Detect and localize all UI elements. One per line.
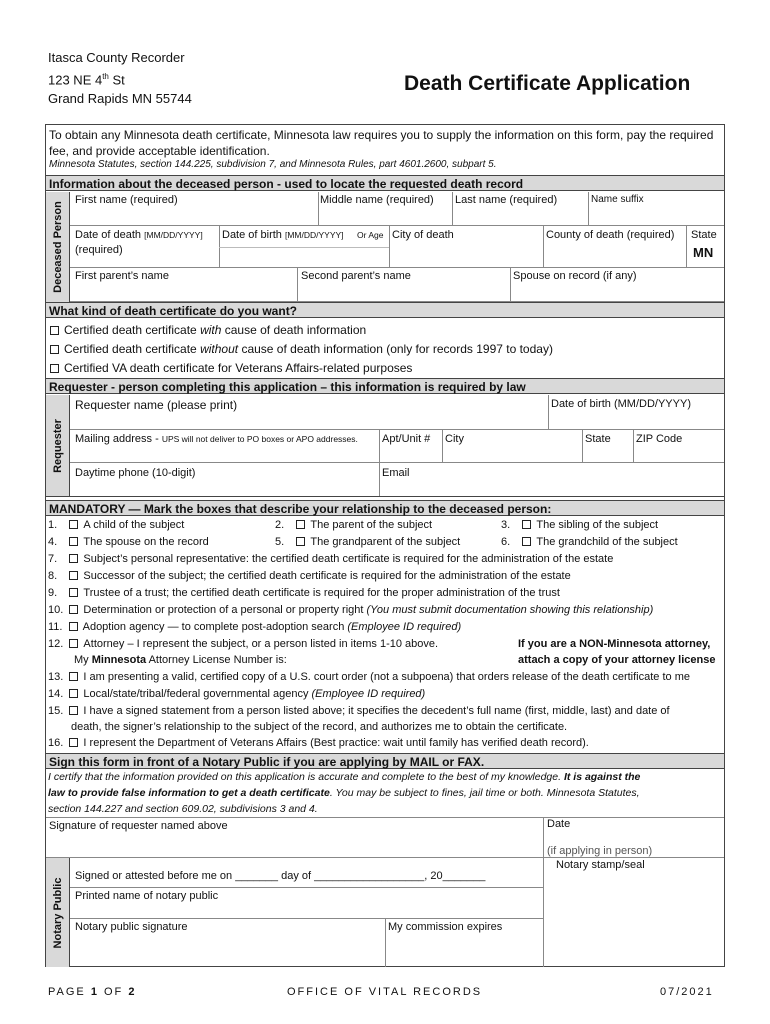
notary-side-label: Notary Public — [46, 858, 70, 967]
notary-signature-label: Notary public signature — [75, 921, 188, 933]
street-suffix: th — [102, 72, 109, 81]
intro-text: To obtain any Minnesota death certificate, Minnesota law requires you to supply the information on this form, pay the required fee, and provide acceptable identification. — [49, 128, 714, 158]
relationship-item-15[interactable]: 15. I have a signed statement from a person listed above; it specifies the decedent’s full name (first, middle, last) and date of — [48, 705, 670, 717]
commission-label: My commission expires — [388, 921, 503, 933]
street-number: 123 NE 4 — [48, 72, 103, 88]
relationship-item-3[interactable]: 3. The sibling of the subject — [501, 519, 659, 531]
intro-statute: Minnesota Statutes, section 144.225, subdivision 7, and Minnesota Rules, part 4601.2600, subpart 5. — [49, 159, 497, 170]
city-label: City — [445, 433, 464, 445]
relationship-item-11[interactable]: 11. Adoption agency — to complete post-adoption search (Employee ID required) — [48, 621, 462, 633]
checkbox-icon[interactable] — [69, 639, 78, 648]
checkbox-icon[interactable] — [50, 326, 59, 335]
signature-label: Signature of requester named above — [49, 820, 228, 832]
checkbox-icon[interactable] — [69, 588, 78, 597]
county-of-death-label: County of death (required) — [546, 229, 675, 241]
requester-dob-label: Date of birth (MM/DD/YYYY) — [551, 398, 691, 410]
recorder-city: Grand Rapids MN 55744 — [48, 91, 192, 107]
checkbox-icon[interactable] — [296, 520, 305, 529]
relationship-item-15-cont: death, the signer’s relationship to the subject of the record, and authorizes me to obtain the certificate. — [71, 721, 568, 733]
relationship-item-13[interactable]: 13. I am presenting a valid, certified copy of a U.S. court order (not a subpoena) that orders release of the death certificate to me — [48, 671, 690, 683]
checkbox-icon[interactable] — [69, 537, 78, 546]
attorney-note-2: attach a copy of your attorney license — [518, 654, 716, 666]
checkbox-icon[interactable] — [69, 571, 78, 580]
email-label: Email — [382, 467, 410, 479]
date-of-death-label: Date of death [MM/DD/YYYY] — [75, 229, 203, 241]
office-name: OFFICE OF VITAL RECORDS — [287, 986, 483, 998]
application-form — [45, 124, 725, 967]
relationship-item-1[interactable]: 1. A child of the subject — [48, 519, 185, 531]
checkbox-icon[interactable] — [69, 706, 78, 715]
date-label: Date — [547, 818, 571, 830]
mandatory-band: MANDATORY — Mark the boxes that describe your relationship to the deceased person: — [46, 500, 724, 516]
form-title: Death Certificate Application — [404, 72, 691, 95]
checkbox-icon[interactable] — [69, 622, 78, 631]
street-end: St — [108, 72, 125, 88]
sign-band: Sign this form in front of a Notary Public if you are applying by MAIL or FAX. — [46, 753, 724, 769]
last-name-label: Last name (required) — [455, 194, 558, 206]
state-label: State — [691, 229, 717, 241]
checkbox-icon[interactable] — [50, 364, 59, 373]
relationship-item-4[interactable]: 4. The spouse on the record — [48, 536, 209, 548]
state-value: MN — [693, 245, 714, 260]
checkbox-icon[interactable] — [69, 672, 78, 681]
mailing-address-label: Mailing address - UPS will not deliver to PO boxes or APO addresses. — [75, 433, 358, 445]
date-of-death-required: (required) — [75, 244, 123, 256]
relationship-item-8[interactable]: 8. Successor of the subject; the certified death certificate is required for the administration of the estate — [48, 570, 571, 582]
if-applying-label: (if applying in person) — [547, 845, 653, 857]
checkbox-icon[interactable] — [50, 345, 59, 354]
page-number: PAGE 1 OF 2 — [48, 986, 137, 998]
relationship-item-14[interactable]: 14. Local/state/tribal/federal governmental agency (Employee ID required) — [48, 688, 426, 700]
name-suffix-label: Name suffix — [591, 194, 644, 205]
requester-band: Requester - person completing this application – this information is required by law — [46, 378, 724, 394]
attorney-license-line: My Minnesota Attorney License Number is: — [74, 654, 287, 666]
attested-line: Signed or attested before me on _______ day of __________________, 20_______ — [75, 870, 486, 882]
recorder-address — [48, 48, 192, 108]
deceased-band: Information about the deceased person - used to locate the requested death record — [46, 175, 724, 191]
recorder-street — [48, 67, 192, 89]
city-of-death-label: City of death — [392, 229, 454, 241]
spouse-label: Spouse on record (if any) — [513, 270, 637, 282]
second-parent-label: Second parent’s name — [301, 270, 411, 282]
checkbox-icon[interactable] — [69, 520, 78, 529]
notary-stamp-label: Notary stamp/seal — [556, 859, 645, 871]
checkbox-icon[interactable] — [522, 520, 531, 529]
first-name-label: First name (required) — [75, 194, 178, 206]
deceased-side-label: Deceased Person — [46, 192, 70, 302]
option-with-cause[interactable]: Certified death certificate with cause of death information — [50, 323, 366, 337]
certify-line-2: law to provide false information to get a death certificate. You may be subject to fines, jail time or both. Minnesota Statutes, — [48, 787, 640, 799]
date-of-birth-label: Date of birth [MM/DD/YYYY] — [222, 229, 344, 241]
relationship-item-6[interactable]: 6. The grandchild of the subject — [501, 536, 678, 548]
requester-side-label: Requester — [46, 395, 70, 497]
attorney-note-1: If you are a NON-Minnesota attorney, — [518, 638, 711, 650]
certify-line-3: section 144.227 and section 609.02, subdivisions 3 and 4. — [48, 803, 318, 815]
phone-label: Daytime phone (10-digit) — [75, 467, 196, 479]
certify-line-1: I certify that the information provided on this application is accurate and complete to the best of my knowledge. It is against the — [48, 771, 641, 783]
relationship-item-10[interactable]: 10. Determination or protection of a personal or property right (You must submit documentation showing this relationship) — [48, 604, 654, 616]
relationship-item-7[interactable]: 7. Subject’s personal representative: the certified death certificate is required for the administration of the estate — [48, 553, 614, 565]
option-va[interactable]: Certified VA death certificate for Veterans Affairs-related purposes — [50, 361, 412, 375]
first-parent-label: First parent’s name — [75, 270, 169, 282]
option-without-cause[interactable]: Certified death certificate without cause of death information (only for records 1997 to today) — [50, 342, 553, 356]
relationship-item-5[interactable]: 5. The grandparent of the subject — [275, 536, 461, 548]
relationship-item-12[interactable]: 12. Attorney – I represent the subject, or a person listed in items 1-10 above. — [48, 638, 439, 650]
checkbox-icon[interactable] — [69, 689, 78, 698]
kind-band: What kind of death certificate do you want? — [46, 302, 724, 318]
checkbox-icon[interactable] — [69, 554, 78, 563]
checkbox-icon[interactable] — [296, 537, 305, 546]
relationship-item-9[interactable]: 9. Trustee of a trust; the certified death certificate is required for the proper administration of the trust — [48, 587, 560, 599]
relationship-item-16[interactable]: 16. I represent the Department of Veterans Affairs (Best practice: wait until family has verified death record). — [48, 737, 589, 749]
relationship-item-2[interactable]: 2. The parent of the subject — [275, 519, 433, 531]
apt-label: Apt/Unit # — [382, 433, 431, 445]
checkbox-icon[interactable] — [69, 738, 78, 747]
recorder-name: Itasca County Recorder — [48, 50, 185, 65]
checkbox-icon[interactable] — [522, 537, 531, 546]
zip-label: ZIP Code — [636, 433, 683, 445]
or-age-label: Or Age — [357, 230, 384, 240]
requester-name-label: Requester name (please print) — [75, 398, 238, 412]
middle-name-label: Middle name (required) — [320, 194, 434, 206]
state-label-req: State — [585, 433, 611, 445]
revision-date: 07/2021 — [660, 986, 714, 998]
checkbox-icon[interactable] — [69, 605, 78, 614]
printed-name-label: Printed name of notary public — [75, 890, 219, 902]
